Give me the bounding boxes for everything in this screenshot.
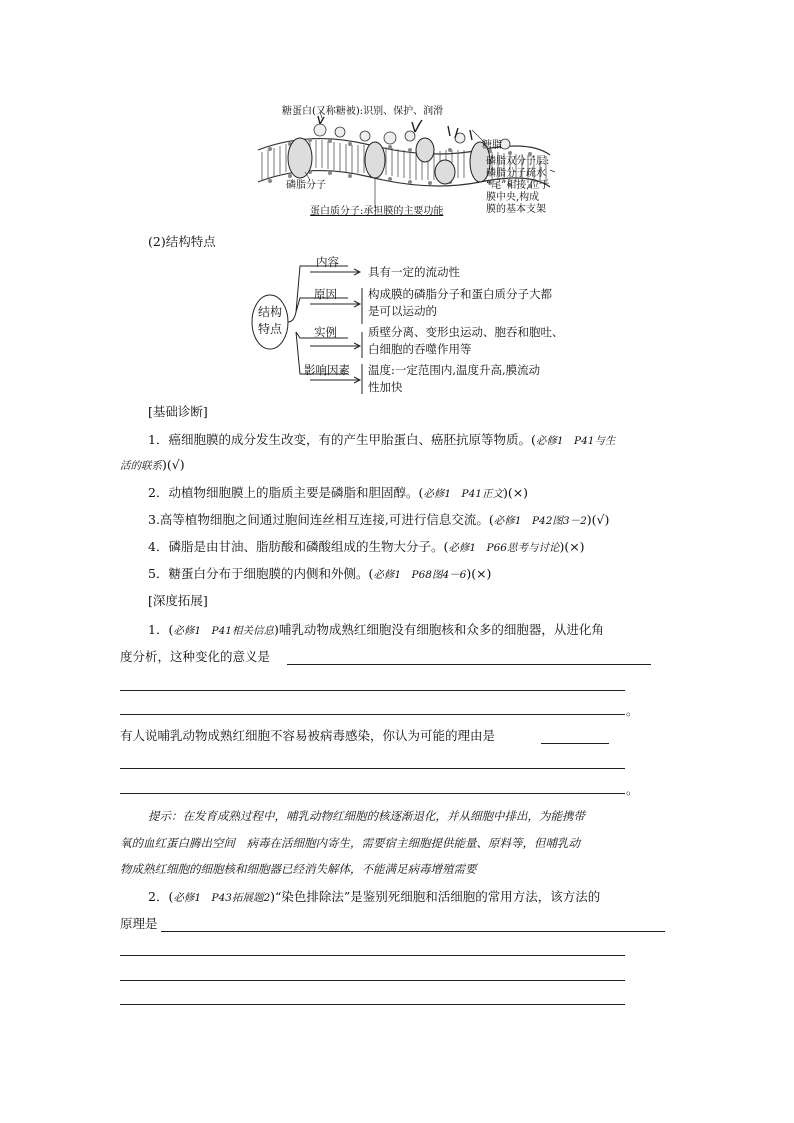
basic-item-3: 3.高等植物细胞之间通过胞间连丝相互连接,可进行信息交流。(必修1 P42图3－2)(√) — [148, 512, 610, 527]
branch-text-factor-1: 温度:一定范围内,温度升高,膜流动 — [368, 363, 541, 377]
branch-text-reason-2: 是可以运动的 — [368, 304, 437, 318]
bilayer-line-3: 膜中央,构成 — [486, 192, 540, 203]
period: 。 — [626, 703, 639, 718]
deep-q2: 2．(必修1 P43拓展题2)“染色排除法”是鉴别死细胞和活细胞的常用方法，该方法的 — [148, 889, 601, 904]
branch-text-reason-1: 构成膜的磷脂分子和蛋白质分子大都 — [368, 287, 552, 301]
bilayer-line-4: 膜的基本支架 — [486, 204, 546, 215]
branch-label-reason: 原因 — [314, 287, 337, 301]
deep-q1b: 有人说哺乳动物成熟红细胞不容易被病毒感染，你认为可能的理由是 — [120, 728, 496, 743]
branch-label-content: 内容 — [316, 255, 339, 269]
hint-line-3: 物成熟红细胞的细胞核和细胞器已经消失解体，不能满足病毒增殖需要 — [120, 862, 477, 876]
glycolipid-label: 糖脂 — [482, 140, 502, 151]
bilayer-title: 磷脂双分子层: — [486, 156, 550, 167]
period: 。 — [626, 782, 639, 797]
answer-line[interactable] — [287, 664, 651, 665]
branch-text-example-2: 白细胞的吞噬作用等 — [368, 342, 472, 356]
basic-item-5: 5．糖蛋白分布于细胞膜的内侧和外侧。(必修1 P68图4－6)(×) — [148, 566, 492, 581]
answer-line[interactable] — [120, 714, 625, 715]
hint-line-1: 提示：在发育成熟过程中，哺乳动物红细胞的核逐渐退化，并从细胞中排出，为能携带 — [148, 809, 585, 823]
answer-line[interactable] — [120, 1004, 625, 1005]
deep-q2-cont: 原理是 — [120, 916, 158, 931]
glycoprotein-label: 糖蛋白(又称糖被):识别、保护、润滑 — [282, 106, 444, 117]
answer-line[interactable] — [120, 955, 625, 956]
protein-label: 蛋白质分子:承担膜的主要功能 — [310, 206, 444, 217]
section-title: (2)结构特点 — [148, 234, 216, 249]
branch-label-factor: 影响因素 — [304, 363, 350, 377]
answer-line[interactable] — [161, 931, 665, 932]
basic-item-2: 2．动植物细胞膜上的脂质主要是磷脂和胆固醇。(必修1 P41正文)(×) — [148, 485, 529, 500]
root-line-2: 特点 — [258, 322, 283, 336]
structure-diagram — [250, 252, 580, 397]
answer-line[interactable] — [120, 793, 625, 794]
deep-heading: [深度拓展] — [148, 593, 208, 608]
basic-item-1: 1．癌细胞膜的成分发生改变，有的产生甲胎蛋白、癌胚抗原等物质。(必修1 P41与生 — [148, 432, 616, 447]
basic-heading: [基础诊断] — [148, 404, 208, 419]
branch-label-example: 实例 — [314, 325, 337, 339]
bilayer-line-2: “尾”相接,位于 — [486, 180, 550, 191]
deep-q1: 1．(必修1 P41相关信息)哺乳动物成熟红细胞没有细胞核和众多的细胞器，从进化角 — [148, 622, 604, 637]
branch-text-content: 具有一定的流动性 — [368, 265, 460, 279]
answer-line[interactable] — [541, 743, 609, 744]
basic-item-4: 4．磷脂是由甘油、脂肪酸和磷酸组成的生物大分子。(必修1 P66思考与讨论)(×) — [148, 539, 585, 554]
answer-line[interactable] — [120, 690, 625, 691]
deep-q1-cont: 度分析，这种变化的意义是 — [120, 649, 271, 664]
branch-text-factor-2: 性加快 — [368, 380, 403, 394]
hint-line-2: 氧的血红蛋白腾出空间 病毒在活细胞内寄生，需要宿主细胞提供能量、原料等，但哺乳动 — [120, 836, 580, 850]
answer-line[interactable] — [120, 768, 625, 769]
root-line-1: 结构 — [258, 305, 283, 319]
bilayer-line-1: 磷脂分子疏水 — [486, 168, 546, 179]
membrane-figure — [250, 100, 570, 225]
basic-item-1-cont: 活的联系)(√) — [120, 457, 185, 472]
answer-line[interactable] — [120, 980, 625, 981]
phospholipid-label: 磷脂分子 — [286, 180, 326, 191]
branch-text-example-1: 质壁分离、变形虫运动、胞吞和胞吐、 — [368, 325, 564, 339]
